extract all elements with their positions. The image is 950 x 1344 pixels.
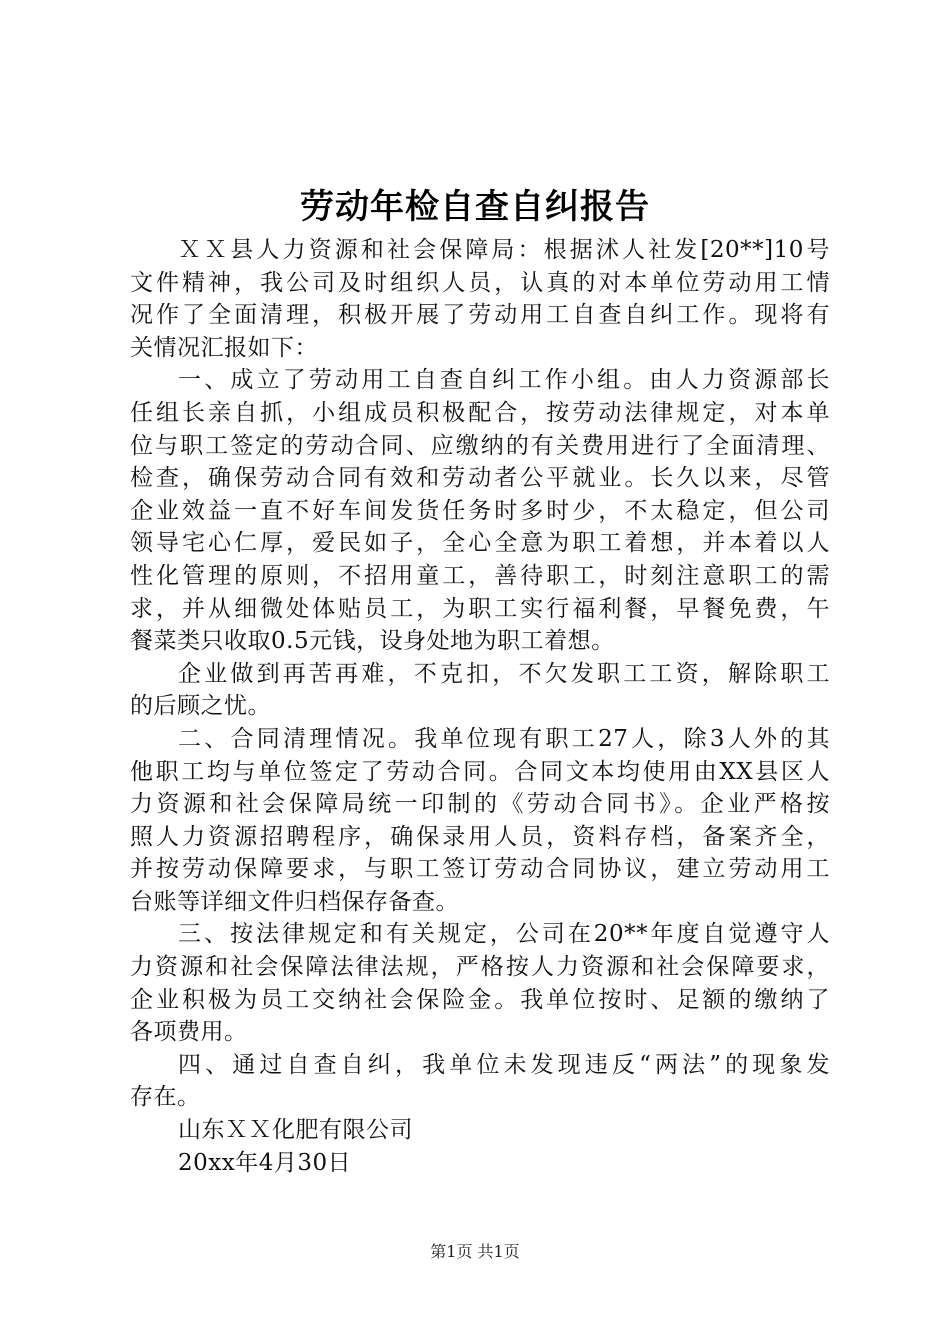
- document-line: 台账等详细文件归档保存备查。: [130, 888, 459, 915]
- document-line: 并按劳动保障要求，与职工签订劳动合同协议，建立劳动用工: [130, 856, 830, 883]
- document-line: 力资源和社会保障法律法规，严格按人力资源和社会保障要求，: [130, 954, 830, 981]
- document-line: ＸＸ县人力资源和社会保障局：根据沭人社发[20**]10号: [178, 237, 830, 263]
- document-line: 任组长亲自抓，小组成员积极配合，按劳动法律规定，对本单: [130, 399, 830, 426]
- document-line: 企业做到再苦再难，不克扣，不欠发职工工资，解除职工: [178, 660, 830, 687]
- document-line: 领导宅心仁厚，爱民如子，全心全意为职工着想，并本着以人: [130, 530, 830, 557]
- document-line: 求，并从细微处体贴员工，为职工实行福利餐，早餐免费，午: [130, 595, 830, 622]
- document-line: 文件精神，我公司及时组织人员，认真的对本单位劳动用工情: [130, 269, 830, 296]
- document-line: 位与职工签定的劳动合同、应缴纳的有关费用进行了全面清理、: [130, 432, 830, 459]
- document-line: 他职工均与单位签定了劳动合同。合同文本均使用由XX县区人: [130, 758, 830, 785]
- document-line: 20xx年4月30日: [178, 1149, 352, 1176]
- document-line: 四、通过自查自纠，我单位未发现违反“两法”的现象发: [178, 1051, 830, 1078]
- document-body: [130, 234, 830, 1179]
- document-line: 各项费用。: [130, 1019, 248, 1046]
- document-line: 检查，确保劳动合同有效和劳动者公平就业。长久以来，尽管: [130, 465, 830, 492]
- document-line: 关情况汇报如下：: [130, 334, 318, 361]
- document-line: 力资源和社会保障局统一印制的《劳动合同书》。企业严格按: [130, 791, 830, 818]
- document-line: 企业效益一直不好车间发货任务时多时少，不太稳定，但公司: [130, 497, 830, 524]
- document-line: 况作了全面清理，积极开展了劳动用工自查自纠工作。现将有: [130, 302, 830, 329]
- document-line: 一、成立了劳动用工自查自纠工作小组。由人力资源部长: [178, 367, 830, 394]
- page-footer: 第1页 共1页: [430, 1242, 520, 1261]
- document-line: 存在。: [130, 1084, 201, 1111]
- document-line: 二、合同清理情况。我单位现有职工27人，除3人外的其: [178, 725, 830, 752]
- document-title: 劳动年检自查自纠报告: [300, 187, 650, 227]
- document-line: 三、按法律规定和有关规定，公司在20**年度自觉遵守人: [178, 921, 830, 948]
- document-line: 餐菜类只收取0.5元钱，设身处地为职工着想。: [130, 628, 615, 655]
- document-line: 企业积极为员工交纳社会保险金。我单位按时、足额的缴纳了: [130, 986, 830, 1013]
- document-line: 照人力资源招聘程序，确保录用人员，资料存档，备案齐全，: [130, 823, 830, 850]
- document-line: 性化管理的原则，不招用童工，善待职工，时刻注意职工的需: [130, 562, 830, 589]
- document-line: 山东ＸＸ化肥有限公司: [178, 1117, 413, 1144]
- document-line: 的后顾之忧。: [130, 693, 271, 720]
